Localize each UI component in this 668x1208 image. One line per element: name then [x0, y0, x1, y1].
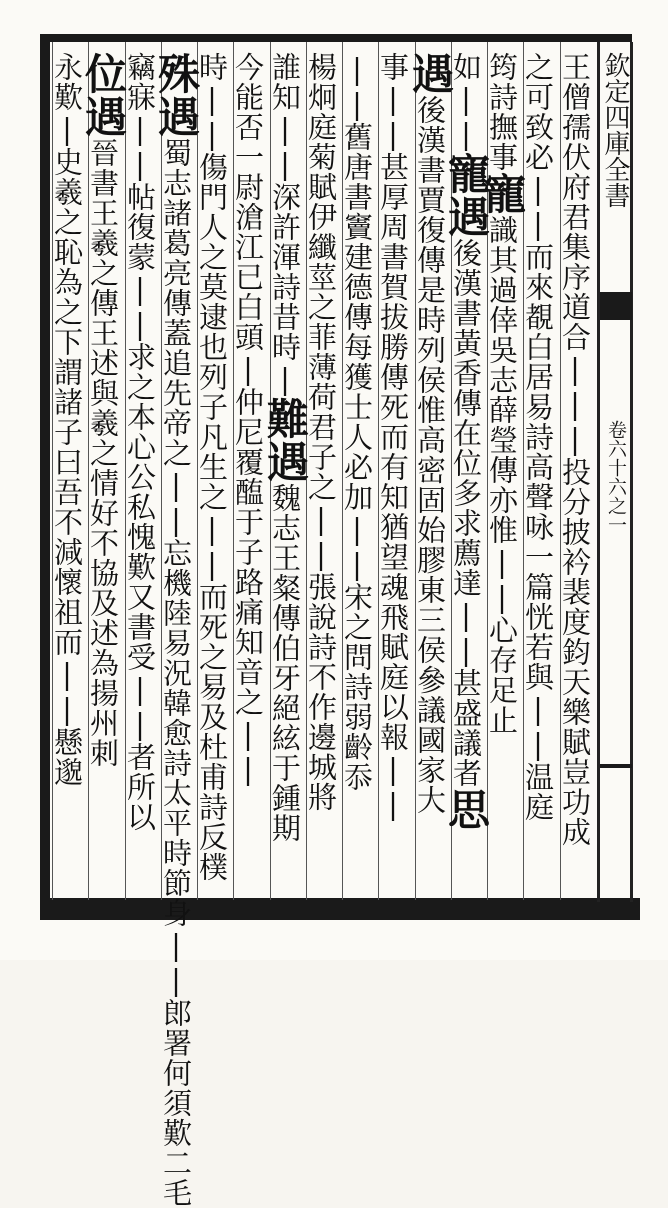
- frame-top-border: [40, 34, 632, 42]
- text-column-15: [50, 52, 87, 892]
- heading-term: 寵遇: [442, 152, 491, 238]
- fishtail-mark: [600, 292, 632, 320]
- fold-border-outer: [630, 42, 633, 902]
- text-column-9: [261, 52, 310, 892]
- heading-term: 寵: [478, 172, 527, 215]
- text-run: 識其過倖吳志薛瑩傳亦惟||心存足止: [485, 215, 519, 735]
- text-run: 王僧孺伏府君集序道合|||投分披衿裴度鈞天樂賦豈功成: [558, 52, 592, 847]
- text-run: 蜀志諸葛亮傳蓋追先帝之||忘機陸易況韓愈詩太平時節身||郎署何須歎二毛: [159, 138, 193, 1208]
- text-run: 魏志王粲傳伯牙絕絃于鍾期: [268, 483, 302, 843]
- text-column-7: [340, 52, 377, 892]
- text-column-3: [478, 52, 527, 892]
- text-column-6: [376, 52, 413, 892]
- text-column-4: [442, 52, 491, 892]
- chapter-label: 卷六十六之一: [605, 420, 627, 534]
- text-run: 晉書王羲之傳王述與羲之情好不協及述為揚州刺: [86, 138, 120, 768]
- text-run: ||舊唐書竇建德傳每獲士人必加||宋之問詩弱齡忝: [340, 52, 374, 792]
- text-run: 後漢書黃香傳在位多求薦達||甚盛議者: [449, 238, 483, 788]
- text-run: 時||傷門人之莫逮也列子凡生之||而死之易及杜甫詩反樸: [195, 52, 229, 882]
- book-title: 欽定四庫全書: [600, 52, 630, 208]
- text-run: 之可致必||而來覩白居易詩高聲咏一篇恍若與||温庭: [521, 52, 555, 822]
- text-column-11: [195, 52, 232, 892]
- text-column-10: [231, 52, 268, 892]
- text-column-2: [521, 52, 558, 892]
- frame-bottom-border: [40, 898, 640, 920]
- text-column-5: [406, 52, 455, 892]
- heading-term: 難遇: [261, 397, 310, 483]
- text-run: 永歎|: [50, 52, 84, 147]
- text-run: 事||甚厚周書賀拔勝傳死而有知猶望魂飛賦庭以報||: [376, 52, 410, 822]
- text-column-12: [152, 52, 201, 1208]
- heading-term: 遇: [406, 52, 455, 95]
- text-column-13: [123, 52, 160, 892]
- text-column-14: [79, 52, 128, 892]
- text-run: 後漢書賈復傳是時列侯惟高密固始膠東三侯參議國家大: [413, 95, 447, 815]
- text-run: 如||: [449, 52, 483, 152]
- fold-divider: [600, 764, 632, 768]
- text-run: 筠詩撫事: [485, 52, 519, 172]
- text-run: 楊炯庭菊賦伊纖莖之菲薄荷君子之||張說詩不作邊城將: [304, 52, 338, 812]
- text-run: 史羲之恥為之下謂諸子曰吾不減懷祖而||懸邈: [50, 147, 84, 787]
- text-run: 誰知||深許渾詩昔時|: [268, 52, 302, 397]
- heading-term: 位遇: [79, 52, 128, 138]
- text-column-1: [558, 52, 595, 892]
- text-column-8: [304, 52, 341, 892]
- heading-term: 思: [442, 788, 491, 831]
- text-run: 今能否一尉滄江已白頭|仲尼覆醢于子路痛知音之||: [231, 52, 265, 787]
- text-run: 竊寐||帖復蒙||求之本心公私愧歎又書受||者所以: [123, 52, 157, 832]
- heading-term: 殊遇: [152, 52, 201, 138]
